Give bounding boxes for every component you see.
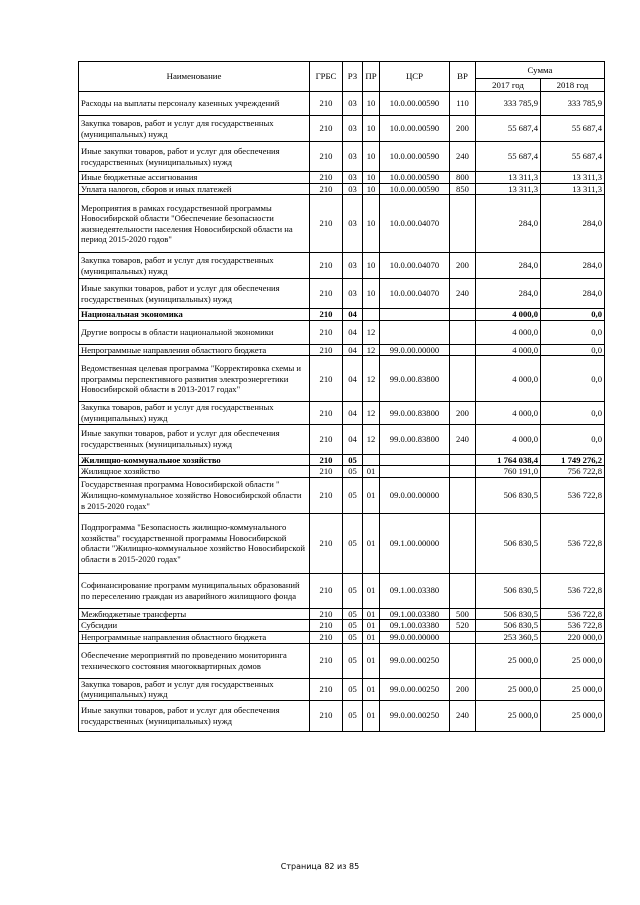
row-pr: 01 <box>363 620 380 632</box>
row-grbs: 210 <box>310 116 343 142</box>
row-sum-2018: 0,0 <box>541 344 605 356</box>
row-grbs: 210 <box>310 183 343 195</box>
row-csr: 09.1.00.03380 <box>380 620 450 632</box>
header-2017: 2017 год <box>476 79 541 92</box>
row-pr: 12 <box>363 402 380 424</box>
row-name: Иные закупки товаров, работ и услуг для обеспечения государственных (муниципальных) нужд <box>79 700 310 731</box>
row-sum-2017: 506 830,5 <box>476 573 541 608</box>
row-sum-2017: 506 830,5 <box>476 513 541 573</box>
row-csr: 09.1.00.03380 <box>380 573 450 608</box>
table-row <box>79 466 605 478</box>
row-csr: 99.0.00.00250 <box>380 643 450 678</box>
row-name: Закупка товаров, работ и услуг для государственных (муниципальных) нужд <box>79 116 310 142</box>
row-sum-2018: 0,0 <box>541 320 605 344</box>
row-vr: 200 <box>450 402 476 424</box>
row-name: Обеспечение мероприятий по проведению мониторинга технического состояния многоквартирных домов <box>79 643 310 678</box>
table-row <box>79 643 605 678</box>
row-rz: 04 <box>343 356 363 402</box>
table-body <box>79 92 605 732</box>
row-csr: 99.0.00.00250 <box>380 678 450 700</box>
row-csr: 10.0.00.00590 <box>380 172 450 184</box>
row-csr: 09.1.00.00000 <box>380 513 450 573</box>
header-csr: ЦСР <box>380 62 450 92</box>
row-sum-2018: 284,0 <box>541 253 605 279</box>
table-row <box>79 631 605 643</box>
row-sum-2017: 4 000,0 <box>476 356 541 402</box>
row-csr: 10.0.00.00590 <box>380 116 450 142</box>
row-name: Жилищно-коммунальное хозяйство <box>79 454 310 466</box>
row-sum-2017: 55 687,4 <box>476 142 541 172</box>
row-vr: 240 <box>450 700 476 731</box>
row-sum-2018: 25 000,0 <box>541 700 605 731</box>
row-name: Иные закупки товаров, работ и услуг для обеспечения государственных (муниципальных) нужд <box>79 142 310 172</box>
row-rz: 03 <box>343 172 363 184</box>
row-csr: 99.0.00.83800 <box>380 356 450 402</box>
header-grbs: ГРБС <box>310 62 343 92</box>
row-sum-2017: 760 191,0 <box>476 466 541 478</box>
table-row <box>79 320 605 344</box>
row-rz: 05 <box>343 513 363 573</box>
row-grbs: 210 <box>310 402 343 424</box>
row-grbs: 210 <box>310 573 343 608</box>
row-sum-2018: 284,0 <box>541 279 605 309</box>
row-sum-2017: 55 687,4 <box>476 116 541 142</box>
row-pr: 01 <box>363 608 380 620</box>
row-sum-2017: 4 000,0 <box>476 424 541 454</box>
row-name: Закупка товаров, работ и услуг для государственных (муниципальных) нужд <box>79 678 310 700</box>
row-csr <box>380 454 450 466</box>
row-vr: 520 <box>450 620 476 632</box>
row-name: Межбюджетные трансферты <box>79 608 310 620</box>
table-row <box>79 477 605 513</box>
row-vr: 240 <box>450 424 476 454</box>
row-rz: 03 <box>343 253 363 279</box>
header-rz: РЗ <box>343 62 363 92</box>
row-rz: 05 <box>343 608 363 620</box>
row-name: Непрограммные направления областного бюджета <box>79 631 310 643</box>
row-sum-2018: 55 687,4 <box>541 142 605 172</box>
row-grbs: 210 <box>310 678 343 700</box>
row-sum-2017: 25 000,0 <box>476 700 541 731</box>
row-grbs: 210 <box>310 309 343 321</box>
row-pr: 01 <box>363 573 380 608</box>
row-rz: 03 <box>343 116 363 142</box>
row-name: Непрограммные направления областного бюджета <box>79 344 310 356</box>
row-sum-2017: 284,0 <box>476 279 541 309</box>
row-name: Уплата налогов, сборов и иных платежей <box>79 183 310 195</box>
row-csr: 09.0.00.00000 <box>380 477 450 513</box>
row-sum-2018: 536 722,8 <box>541 573 605 608</box>
row-csr: 09.1.00.03380 <box>380 608 450 620</box>
row-grbs: 210 <box>310 643 343 678</box>
row-grbs: 210 <box>310 172 343 184</box>
row-sum-2017: 4 000,0 <box>476 320 541 344</box>
row-pr: 01 <box>363 477 380 513</box>
row-pr: 12 <box>363 356 380 402</box>
header-pr: ПР <box>363 62 380 92</box>
row-rz: 05 <box>343 477 363 513</box>
row-csr: 10.0.00.04070 <box>380 195 450 253</box>
row-grbs: 210 <box>310 279 343 309</box>
table-row <box>79 573 605 608</box>
row-csr: 10.0.00.04070 <box>380 253 450 279</box>
row-rz: 05 <box>343 454 363 466</box>
header-2018: 2018 год <box>541 79 605 92</box>
row-sum-2017: 506 830,5 <box>476 477 541 513</box>
table-row <box>79 678 605 700</box>
table-row <box>79 424 605 454</box>
row-vr <box>450 643 476 678</box>
row-rz: 04 <box>343 320 363 344</box>
row-sum-2018: 25 000,0 <box>541 643 605 678</box>
row-grbs: 210 <box>310 356 343 402</box>
row-rz: 03 <box>343 279 363 309</box>
row-csr: 99.0.00.83800 <box>380 424 450 454</box>
row-sum-2018: 536 722,8 <box>541 620 605 632</box>
row-csr: 10.0.00.04070 <box>380 279 450 309</box>
row-pr: 12 <box>363 320 380 344</box>
row-vr: 240 <box>450 142 476 172</box>
row-csr: 99.0.00.00000 <box>380 631 450 643</box>
row-sum-2017: 4 000,0 <box>476 402 541 424</box>
row-sum-2018: 333 785,9 <box>541 92 605 116</box>
row-grbs: 210 <box>310 253 343 279</box>
row-sum-2017: 284,0 <box>476 253 541 279</box>
row-rz: 03 <box>343 92 363 116</box>
row-grbs: 210 <box>310 466 343 478</box>
row-rz: 03 <box>343 183 363 195</box>
row-sum-2017: 506 830,5 <box>476 608 541 620</box>
header-vr: ВР <box>450 62 476 92</box>
row-grbs: 210 <box>310 700 343 731</box>
row-vr <box>450 513 476 573</box>
row-pr <box>363 454 380 466</box>
page-footer: Страница 82 из 85 <box>280 862 360 871</box>
row-pr: 10 <box>363 279 380 309</box>
row-sum-2018: 284,0 <box>541 195 605 253</box>
table-row <box>79 454 605 466</box>
row-sum-2017: 4 000,0 <box>476 309 541 321</box>
table-row <box>79 309 605 321</box>
row-vr <box>450 477 476 513</box>
budget-table <box>78 61 605 732</box>
row-name: Софинансирование программ муниципальных образований по переселению граждан из аварийного жилищного фонда <box>79 573 310 608</box>
row-vr: 200 <box>450 253 476 279</box>
row-grbs: 210 <box>310 631 343 643</box>
row-rz: 05 <box>343 631 363 643</box>
row-pr: 10 <box>363 172 380 184</box>
row-rz: 04 <box>343 402 363 424</box>
table-row <box>79 92 605 116</box>
row-name: Иные закупки товаров, работ и услуг для обеспечения государственных (муниципальных) нужд <box>79 424 310 454</box>
table-row <box>79 700 605 731</box>
table-row <box>79 142 605 172</box>
row-name: Иные бюджетные ассигнования <box>79 172 310 184</box>
row-rz: 04 <box>343 309 363 321</box>
row-sum-2018: 536 722,8 <box>541 477 605 513</box>
row-vr <box>450 454 476 466</box>
row-rz: 05 <box>343 620 363 632</box>
row-grbs: 210 <box>310 513 343 573</box>
row-pr: 10 <box>363 92 380 116</box>
row-pr: 10 <box>363 116 380 142</box>
row-vr <box>450 309 476 321</box>
row-pr: 10 <box>363 142 380 172</box>
row-grbs: 210 <box>310 608 343 620</box>
row-vr <box>450 356 476 402</box>
row-grbs: 210 <box>310 195 343 253</box>
row-rz: 04 <box>343 424 363 454</box>
row-pr: 01 <box>363 631 380 643</box>
row-sum-2017: 333 785,9 <box>476 92 541 116</box>
row-grbs: 210 <box>310 92 343 116</box>
row-grbs: 210 <box>310 320 343 344</box>
row-sum-2017: 506 830,5 <box>476 620 541 632</box>
row-grbs: 210 <box>310 344 343 356</box>
row-csr <box>380 309 450 321</box>
table-row <box>79 513 605 573</box>
row-rz: 03 <box>343 142 363 172</box>
row-sum-2017: 284,0 <box>476 195 541 253</box>
row-pr: 10 <box>363 183 380 195</box>
row-sum-2018: 13 311,3 <box>541 183 605 195</box>
table-row <box>79 608 605 620</box>
header-sum: Сумма <box>476 62 605 79</box>
row-name: Жилищное хозяйство <box>79 466 310 478</box>
table-row <box>79 620 605 632</box>
row-csr: 99.0.00.00000 <box>380 344 450 356</box>
row-csr: 10.0.00.00590 <box>380 142 450 172</box>
row-rz: 05 <box>343 573 363 608</box>
row-vr: 800 <box>450 172 476 184</box>
row-vr <box>450 195 476 253</box>
row-pr: 10 <box>363 195 380 253</box>
row-sum-2017: 13 311,3 <box>476 172 541 184</box>
row-vr <box>450 573 476 608</box>
row-sum-2017: 13 311,3 <box>476 183 541 195</box>
row-vr: 240 <box>450 279 476 309</box>
row-sum-2018: 25 000,0 <box>541 678 605 700</box>
row-vr: 200 <box>450 116 476 142</box>
table-row <box>79 183 605 195</box>
row-vr <box>450 466 476 478</box>
row-grbs: 210 <box>310 142 343 172</box>
row-pr: 01 <box>363 513 380 573</box>
row-csr: 10.0.00.00590 <box>380 92 450 116</box>
row-sum-2017: 25 000,0 <box>476 678 541 700</box>
row-pr: 12 <box>363 424 380 454</box>
row-sum-2018: 0,0 <box>541 356 605 402</box>
row-grbs: 210 <box>310 477 343 513</box>
row-csr <box>380 320 450 344</box>
row-rz: 03 <box>343 195 363 253</box>
row-csr <box>380 466 450 478</box>
table-row <box>79 195 605 253</box>
row-vr: 850 <box>450 183 476 195</box>
table-row <box>79 116 605 142</box>
row-name: Субсидии <box>79 620 310 632</box>
row-rz: 05 <box>343 678 363 700</box>
row-name: Мероприятия в рамках государственной программы Новосибирской области "Обеспечение безопасности жизнедеятельности населения Новосибирской области на период 2015-2020 годов" <box>79 195 310 253</box>
row-csr: 99.0.00.83800 <box>380 402 450 424</box>
table-row <box>79 402 605 424</box>
row-sum-2018: 536 722,8 <box>541 513 605 573</box>
header-name: Наименование <box>79 62 310 92</box>
row-name: Национальная экономика <box>79 309 310 321</box>
row-pr: 12 <box>363 344 380 356</box>
row-grbs: 210 <box>310 620 343 632</box>
row-sum-2017: 253 360,5 <box>476 631 541 643</box>
row-grbs: 210 <box>310 454 343 466</box>
row-pr: 01 <box>363 643 380 678</box>
row-rz: 05 <box>343 643 363 678</box>
row-sum-2017: 25 000,0 <box>476 643 541 678</box>
row-name: Иные закупки товаров, работ и услуг для обеспечения государственных (муниципальных) нужд <box>79 279 310 309</box>
row-sum-2018: 0,0 <box>541 402 605 424</box>
row-vr: 110 <box>450 92 476 116</box>
row-pr <box>363 309 380 321</box>
row-sum-2017: 4 000,0 <box>476 344 541 356</box>
row-rz: 04 <box>343 344 363 356</box>
row-csr: 10.0.00.00590 <box>380 183 450 195</box>
row-vr <box>450 320 476 344</box>
row-csr: 99.0.00.00250 <box>380 700 450 731</box>
table-row <box>79 356 605 402</box>
row-name: Подпрограмма "Безопасность жилищно-коммунального хозяйства" государственной программы Новосибирской области "Жилищно-коммунальное хозяйство Новосибирской области в 2015-2020 годах" <box>79 513 310 573</box>
row-sum-2017: 1 764 038,4 <box>476 454 541 466</box>
row-name: Ведомственная целевая программа "Корректировка схемы и программы перспективного развития электроэнергетики Новосибирской области в 2013-2017 годах" <box>79 356 310 402</box>
row-name: Другие вопросы в области национальной экономики <box>79 320 310 344</box>
row-sum-2018: 0,0 <box>541 424 605 454</box>
row-pr: 10 <box>363 253 380 279</box>
row-name: Закупка товаров, работ и услуг для государственных (муниципальных) нужд <box>79 402 310 424</box>
row-vr: 500 <box>450 608 476 620</box>
row-name: Государственная программа Новосибирской области " Жилищно-коммунальное хозяйство Новосибирской области в 2015-2020 годах" <box>79 477 310 513</box>
row-rz: 05 <box>343 466 363 478</box>
row-pr: 01 <box>363 466 380 478</box>
table-row <box>79 279 605 309</box>
table-row <box>79 344 605 356</box>
row-vr <box>450 631 476 643</box>
row-sum-2018: 55 687,4 <box>541 116 605 142</box>
table-row <box>79 172 605 184</box>
row-vr: 200 <box>450 678 476 700</box>
row-sum-2018: 536 722,8 <box>541 608 605 620</box>
row-sum-2018: 756 722,8 <box>541 466 605 478</box>
row-sum-2018: 220 000,0 <box>541 631 605 643</box>
table-row <box>79 253 605 279</box>
row-vr <box>450 344 476 356</box>
row-sum-2018: 1 749 276,2 <box>541 454 605 466</box>
row-sum-2018: 13 311,3 <box>541 172 605 184</box>
row-sum-2018: 0,0 <box>541 309 605 321</box>
row-grbs: 210 <box>310 424 343 454</box>
row-name: Расходы на выплаты персоналу казенных учреждений <box>79 92 310 116</box>
row-pr: 01 <box>363 678 380 700</box>
row-rz: 05 <box>343 700 363 731</box>
row-name: Закупка товаров, работ и услуг для государственных (муниципальных) нужд <box>79 253 310 279</box>
row-pr: 01 <box>363 700 380 731</box>
